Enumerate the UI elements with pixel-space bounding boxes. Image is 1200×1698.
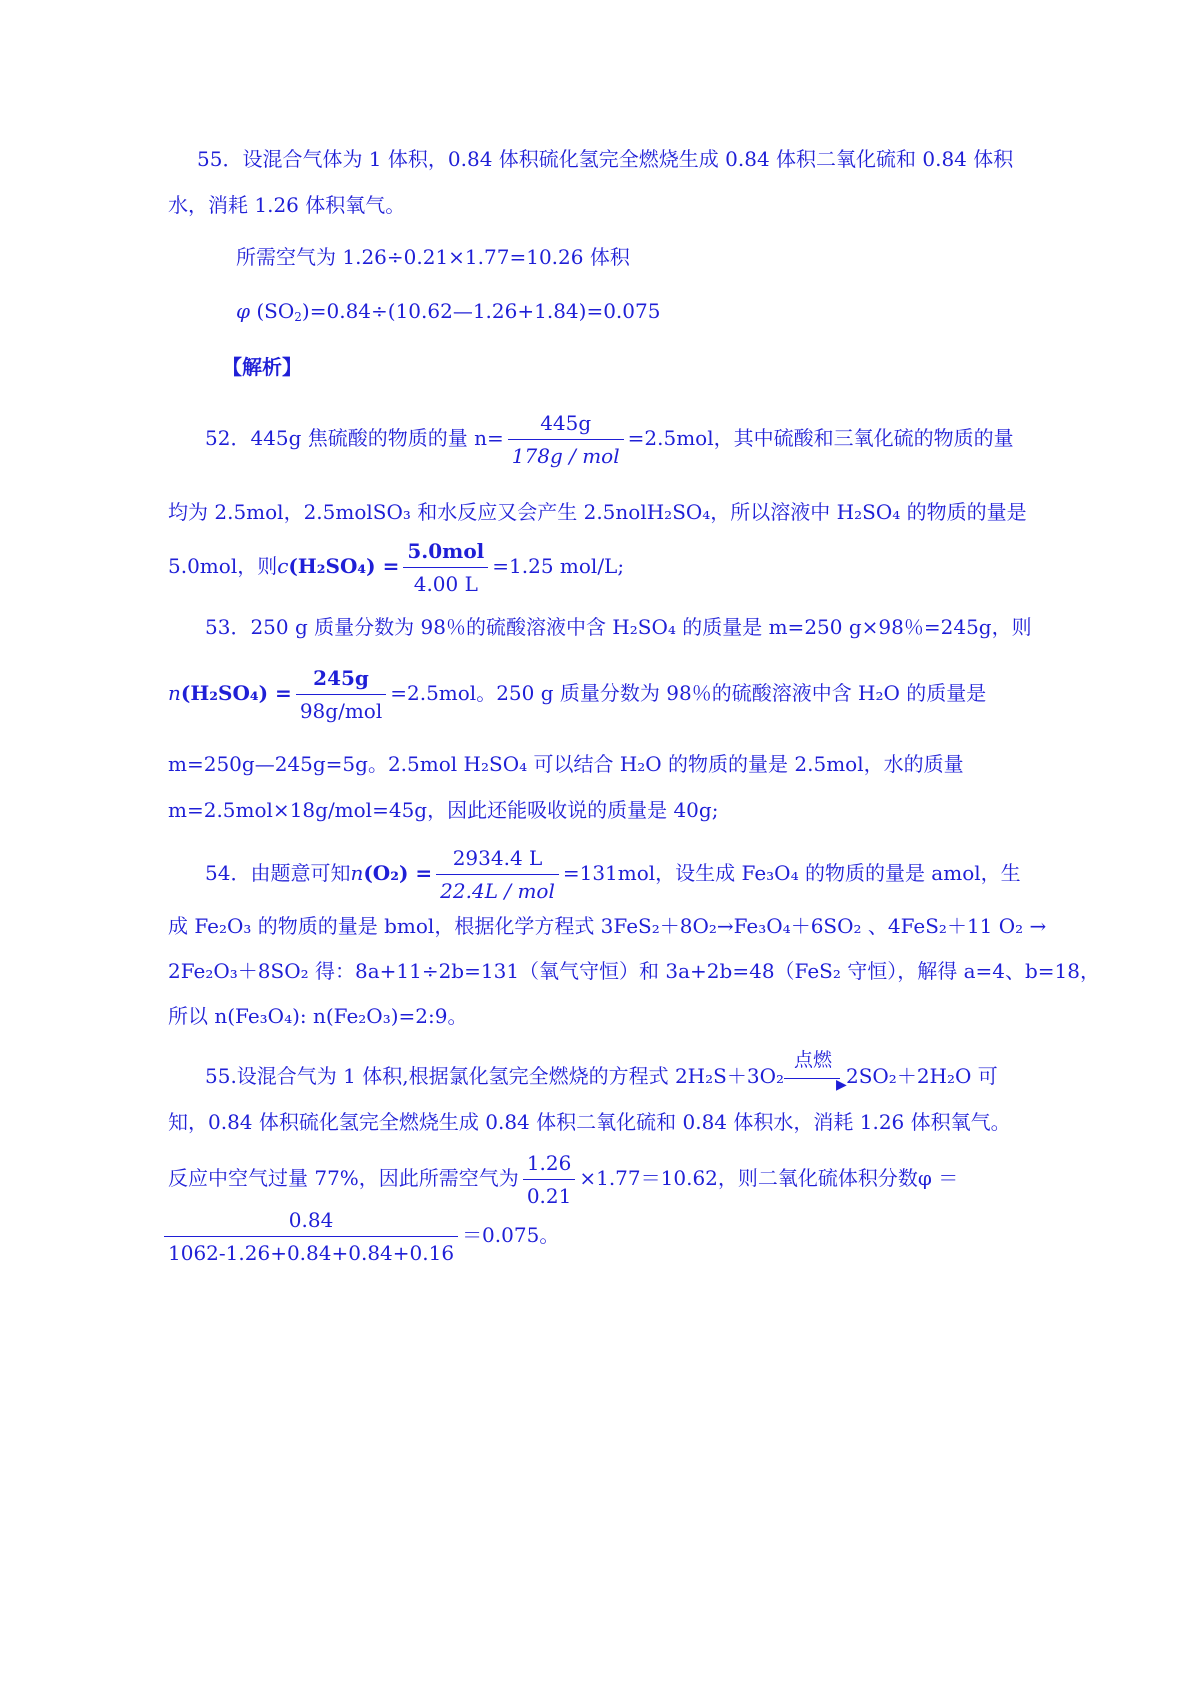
q53-line2	[168, 665, 986, 724]
q52-denominator: 178g / mol	[511, 444, 620, 468]
q54-line1	[205, 845, 1021, 904]
q52-conc-denominator: 4.00 L	[413, 572, 478, 596]
q53-line1: 53．250 g 质量分数为 98％的硫酸溶液中含 H₂SO₄ 的质量是 m=250 g×98％=245g，则	[205, 615, 1032, 639]
arrow-shaft	[784, 1078, 840, 1079]
jiexi-heading: 【解析】	[222, 355, 302, 379]
q54-o2-expr: (O₂) =	[363, 861, 433, 885]
so2-expression: )=0.84÷(10.62—1.26+1.84)=0.075	[301, 299, 661, 323]
q55b-l3-post: ×1.77＝10.62，则二氧化硫体积分数φ ＝	[579, 1166, 959, 1190]
q55b-line1	[205, 1048, 998, 1093]
q53-line4: m=2.5mol×18g/mol=45g，因此还能吸收说的质量是 40g;	[168, 798, 719, 822]
q53-denominator: 98g/mol	[299, 699, 383, 723]
reaction-arrow	[784, 1048, 847, 1093]
q55b-post: 2SO₂＋2H₂O 可	[845, 1064, 998, 1088]
q55b-air-fraction	[523, 1150, 576, 1209]
q55b-result-denominator: 1062-1.26+0.84+0.84+0.16	[168, 1241, 455, 1265]
q55b-line4	[164, 1207, 559, 1266]
q52-fraction	[508, 410, 624, 469]
q53-l2-post: =2.5mol。250 g 质量分数为 98％的硫酸溶液中含 H₂O 的质量是	[390, 681, 987, 705]
q54-pre: 54．由题意可知	[205, 861, 351, 885]
q55b-result-fraction	[164, 1207, 458, 1266]
n-symbol: n	[168, 681, 181, 705]
q54-numerator: 2934.4 L	[436, 845, 559, 875]
q54-post: =131mol，设生成 Fe₃O₄ 的物质的量是 amol，生	[562, 861, 1021, 885]
q53-line3: m=250g—245g=5g。2.5mol H₂SO₄ 可以结合 H₂O 的物质的量是 2.5mol，水的质量	[168, 752, 964, 776]
q52-l3-pre: 5.0mol，则	[168, 554, 278, 578]
q54-denominator: 22.4L / mol	[440, 879, 555, 903]
h2so4-expr: (H₂SO₄) =	[288, 554, 400, 578]
q55a-line4	[236, 298, 660, 324]
q54-line4: 所以 n(Fe₃O₄): n(Fe₂O₃)=2:9。	[168, 1004, 468, 1028]
q55b-pre: 55.设混合气为 1 体积,根据氯化氢完全燃烧的方程式 2H₂S＋3O₂	[205, 1064, 784, 1088]
q52-l3-post: =1.25 mol/L;	[492, 554, 625, 578]
so2-sub: 2	[294, 310, 302, 324]
arrow-head-icon: ▶	[835, 1076, 847, 1093]
q55a-line3: 所需空气为 1.26÷0.21×1.77=10.26 体积	[236, 245, 630, 269]
q53-numerator: 245g	[296, 665, 386, 695]
q53-fraction	[296, 665, 386, 724]
q55a-line1: 55．设混合气体为 1 体积，0.84 体积硫化氢完全燃烧生成 0.84 体积二氧化硫和 0.84 体积	[197, 147, 1014, 171]
q55b-result-numerator: 0.84	[164, 1207, 458, 1237]
q55b-l3-pre: 反应中空气过量 77%，因此所需空气为	[168, 1166, 519, 1190]
so2-open: (SO	[250, 299, 295, 323]
c-symbol: c	[277, 554, 289, 578]
q55a-line2: 水，消耗 1.26 体积氧气。	[168, 193, 406, 217]
phi-symbol: φ	[236, 299, 251, 323]
q54-n-symbol: n	[350, 861, 364, 885]
q52-post: =2.5mol，其中硫酸和三氧化硫的物质的量	[627, 426, 1014, 450]
q53-h2so4-expr: (H₂SO₄) =	[180, 681, 292, 705]
q52-line1	[205, 410, 1014, 469]
q55b-line2: 知，0.84 体积硫化氢完全燃烧生成 0.84 体积二氧化硫和 0.84 体积水，消耗 1.26 体积氧气。	[168, 1110, 1011, 1134]
q55b-air-denominator: 0.21	[526, 1184, 572, 1208]
q52-line2: 均为 2.5mol，2.5molSO₃ 和水反应又会产生 2.5nolH₂SO₄，所以溶液中 H₂SO₄ 的物质的量是	[168, 500, 1027, 524]
q52-conc-numerator: 5.0mol	[403, 538, 488, 568]
q55b-l4-post: ＝0.075。	[462, 1223, 560, 1247]
q54-line2: 成 Fe₂O₃ 的物质的量是 bmol，根据化学方程式 3FeS₂＋8O₂→Fe₃O₄＋6SO₂ 、4FeS₂＋11 O₂ →	[168, 914, 1047, 938]
q55b-air-numerator: 1.26	[523, 1150, 576, 1180]
ignition-label: 点燃	[793, 1048, 832, 1071]
q52-line3	[168, 538, 624, 597]
q55b-line3	[168, 1150, 958, 1209]
q52-pre: 52．445g 焦硫酸的物质的量 n=	[205, 426, 504, 450]
q54-line3: 2Fe₂O₃＋8SO₂ 得：8a+11÷2b=131（氧气守恒）和 3a+2b=48（FeS₂ 守恒），解得 a=4、b=18，	[168, 959, 1101, 983]
q52-numerator: 445g	[508, 410, 624, 440]
q52-conc-fraction	[403, 538, 488, 597]
q54-fraction	[436, 845, 559, 904]
